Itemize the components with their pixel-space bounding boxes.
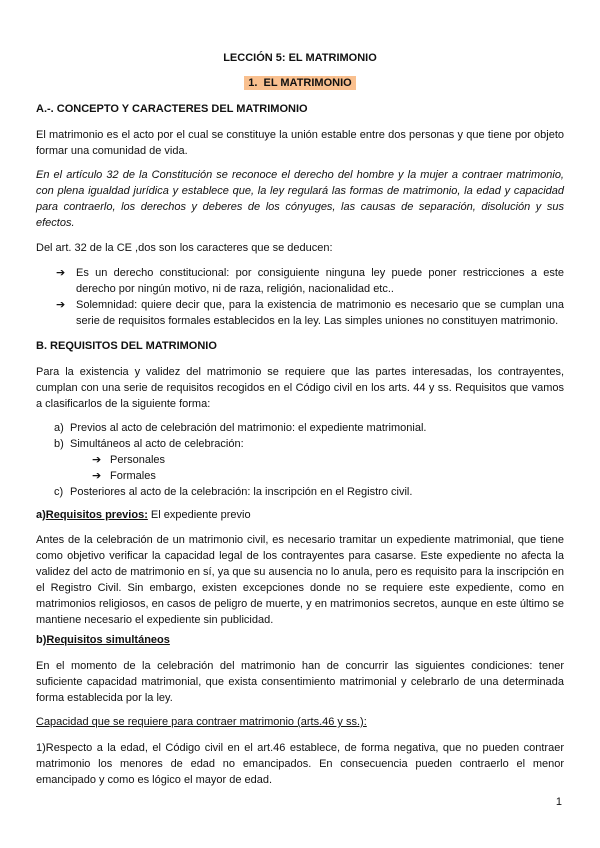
paragraph-expediente: Antes de la celebración de un matrimonio civil, es necesario tramitar un expediente matrimonial, que tiene como objetivo verificar la capacidad legal de los contrayentes para casarse. Este expediente no afecta la validez del acto de matrimonio en sí, ya que su ausencia no lo anula, pero es requisito para la inscripción en el Registro Civil. Sin embargo, existen excepciones donde no se requiere este expediente, como en matrimonios religiosos, en casos de peligro de muerte, y en matrimonios secretos, aunque en este último se mantiene necesario el expediente sin publicidad. [36,534,564,626]
subheading-title: Requisitos previos: [45,509,148,521]
list-marker: a) [54,422,64,434]
list-item [56,265,564,297]
heading-concepto: A.-. CONCEPTO Y CARACTERES DEL MATRIMONIO [36,103,308,115]
sub-list-item [54,468,564,484]
paragraph-definition: El matrimonio es el acto por el cual se constituye la unión estable entre dos personas y que tiene por objeto formar una comunidad de vida. [36,129,564,157]
paragraph-edad: 1)Respecto a la edad, el Código civil en el art.46 establece, de forma negativa, que no pueden contraer matrimonio los menores de edad no emancipados. En consecuencia pueden contraerlo el menor emancipado y como es lógico el mayor de edad. [36,742,564,786]
list-marker: c) [54,486,64,498]
characters-list [56,265,564,329]
subheading-rest: El expediente previo [147,509,251,521]
sub-text: Personales [110,454,166,466]
arrow-icon: ➔ [92,470,102,482]
paragraph-characters-intro: Del art. 32 de la CE ,dos son los caracteres que se deducen: [36,242,333,254]
section-title: EL MATRIMONIO [263,77,352,89]
capacidad-heading: Capacidad que se requiere para contraer matrimonio (arts.46 y ss.): [36,716,367,728]
paragraph-art32: En el artículo 32 de la Constitución se reconoce el derecho del hombre y la mujer a contraer matrimonio, con plena igualdad jurídica y establece que, la ley regulará las formas de matrimonio, la edad y capacidad para contraerlo, los derechos y deberes de los cónyuges, las causas de separación, disolución y sus efectos. [36,169,564,229]
arrow-icon: ➔ [56,299,66,311]
sub-list-item [54,452,564,468]
list-text: Simultáneos al acto de celebración: [70,438,244,450]
list-item [56,297,564,329]
paragraph-simultaneos: En el momento de la celebración del matrimonio han de concurrir las siguientes condiciones: tener suficiente capacidad matrimonial, que exista consentimiento matrimonial y celebrarlo de una determinada forma establecida por la ley. [36,660,564,704]
subheading-previos [36,507,564,523]
lesson-title: LECCIÓN 5: EL MATRIMONIO [223,52,377,64]
list-item [54,420,564,436]
subheading-prefix: a) [36,509,46,521]
character-text: Es un derecho constitucional: por consiguiente ninguna ley puede poner restricciones a este derecho por ningún motivo, ni de raza, religión, nacionalidad etc.. [76,267,564,295]
section-highlight [244,76,355,90]
subheading-simultaneos [36,632,564,648]
page-number: 1 [555,796,562,808]
list-item [54,484,564,500]
arrow-icon: ➔ [92,454,102,466]
paragraph-requisitos: Para la existencia y validez del matrimonio se requiere que las partes interesadas, los contrayentes, cumplan con una serie de requisitos recogidos en el Código civil en los arts. 44 y ss. Requisitos que vamos a clasificarlos de la siguiente forma: [36,366,564,410]
list-marker: b) [54,438,64,450]
sub-text: Formales [110,470,156,482]
list-text: Previos al acto de celebración del matrimonio: el expediente matrimonial. [70,422,427,434]
subheading-title: Requisitos simultáneos [46,634,170,646]
heading-requisitos: B. REQUISITOS DEL MATRIMONIO [36,340,217,352]
arrow-icon: ➔ [56,267,66,279]
section-number: 1. [248,77,258,89]
character-text: Solemnidad: quiere decir que, para la existencia de matrimonio es necesario que se cumplan una serie de requisitos formales establecidos en la ley. Las simples uniones no constituyen matrimonio. [76,299,564,327]
list-item [54,436,564,452]
list-text: Posteriores al acto de la celebración: la inscripción en el Registro civil. [70,486,413,498]
section-heading [0,77,600,89]
subheading-prefix: b) [36,634,47,646]
classification-list [54,420,564,500]
